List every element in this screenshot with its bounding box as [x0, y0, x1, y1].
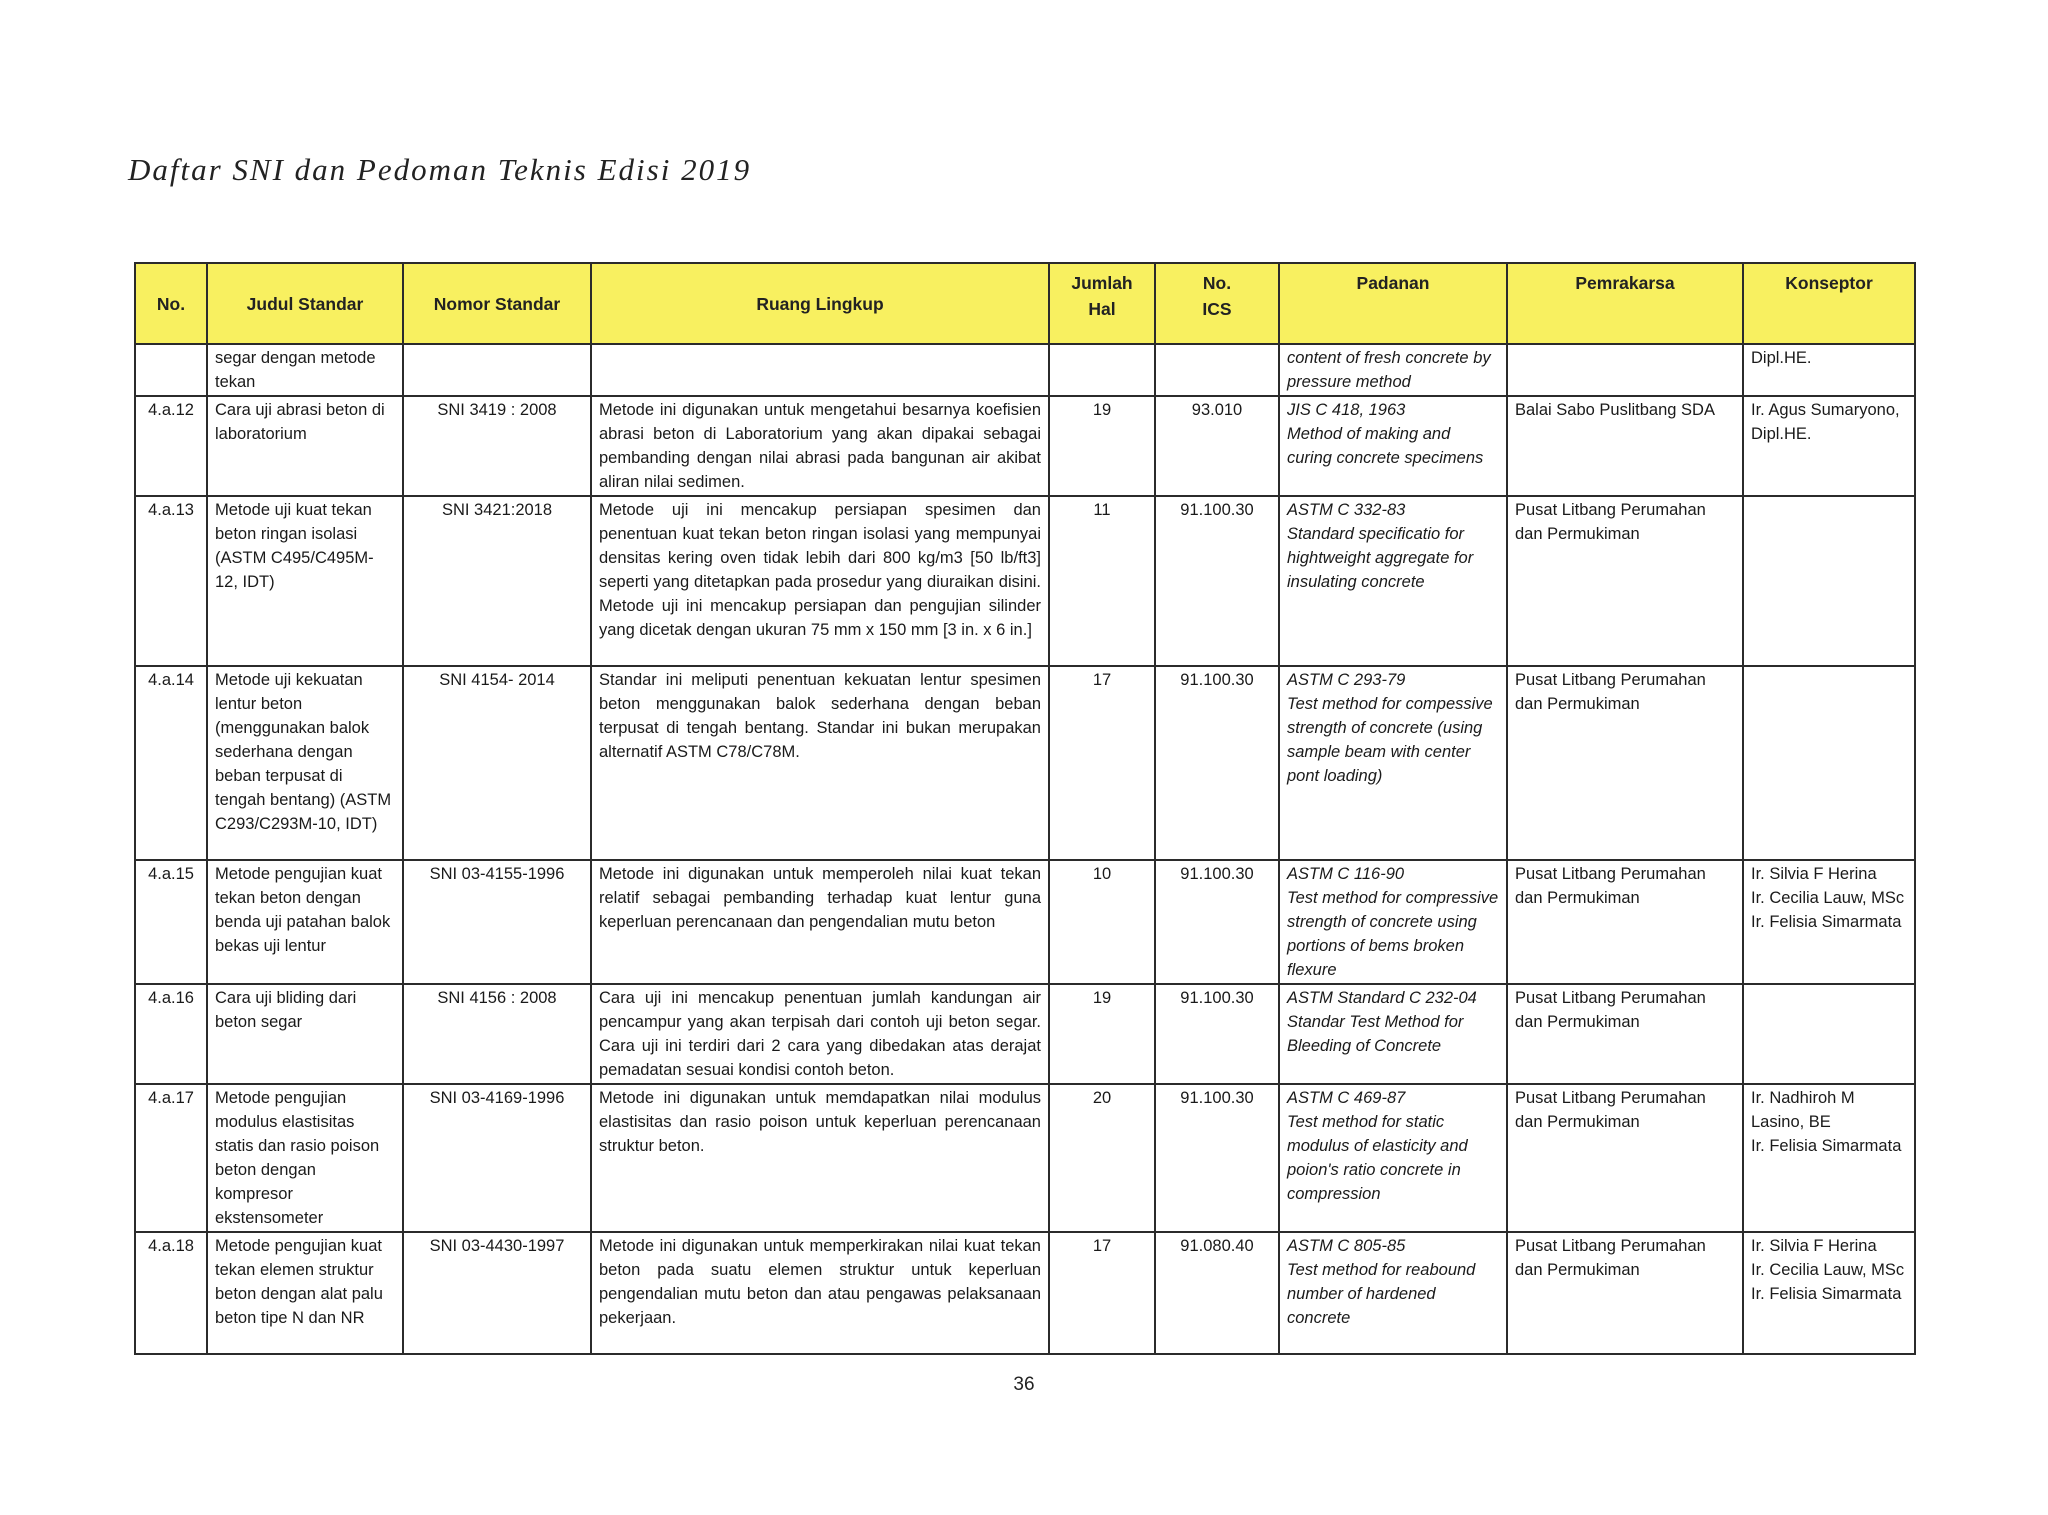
cell-number: SNI 3419 : 2008: [403, 396, 591, 496]
cell-conceptor: [1743, 496, 1915, 666]
cell-number: SNI 03-4169-1996: [403, 1084, 591, 1232]
cell-no: 4.a.16: [135, 984, 207, 1084]
header-title: Judul Standar: [207, 263, 403, 344]
cell-pages: 11: [1049, 496, 1155, 666]
header-equivalent: Padanan: [1279, 263, 1507, 344]
cell-conceptor: [1743, 984, 1915, 1084]
cell-ics: 91.100.30: [1155, 666, 1279, 860]
cell-pages: 10: [1049, 860, 1155, 984]
cell-pages: 17: [1049, 1232, 1155, 1354]
cell-number: SNI 4156 : 2008: [403, 984, 591, 1084]
cell-equivalent: JIS C 418, 1963 Method of making and curing concrete specimens: [1279, 396, 1507, 496]
cell-initiator: Pusat Litbang Perumahan dan Permukiman: [1507, 1084, 1743, 1232]
cell-scope: Metode ini digunakan untuk memperoleh nilai kuat tekan relatif sebagai pembanding terhadap kuat lentur guna keperluan perencanaan dan pengendalian mutu beton: [591, 860, 1049, 984]
standards-table: [134, 262, 1916, 1355]
cell-conceptor: Ir. Silvia F Herina Ir. Cecilia Lauw, MSc Ir. Felisia Simarmata: [1743, 1232, 1915, 1354]
cell-no: 4.a.13: [135, 496, 207, 666]
cell-scope: Standar ini meliputi penentuan kekuatan lentur spesimen beton menggunakan balok sederhana dengan beban terpusat di tengah bentang. Standar ini bukan merupakan alternatif ASTM C78/C78M.: [591, 666, 1049, 860]
cell-title: segar dengan metode tekan: [207, 344, 403, 396]
cell-conceptor: Ir. Silvia F Herina Ir. Cecilia Lauw, MSc Ir. Felisia Simarmata: [1743, 860, 1915, 984]
header-ics: No. ICS: [1155, 263, 1279, 344]
header-number: Nomor Standar: [403, 263, 591, 344]
cell-equivalent: ASTM Standard C 232-04 Standar Test Method for Bleeding of Concrete: [1279, 984, 1507, 1084]
cell-title: Metode pengujian kuat tekan elemen struktur beton dengan alat palu beton tipe N dan NR: [207, 1232, 403, 1354]
table-header: [135, 263, 1915, 344]
header-pages: Jumlah Hal: [1049, 263, 1155, 344]
cell-scope: Metode uji ini mencakup persiapan spesimen dan penentuan kuat tekan beton ringan isolasi yang mempunyai densitas kering oven tidak lebih dari 800 kg/m3 [50 lb/ft3] seperti yang ditetapkan pada prosedur yang diuraikan disini. Metode uji ini mencakup persiapan dan pengujian silinder yang dicetak dengan ukuran 75 mm x 150 mm [3 in. x 6 in.]: [591, 496, 1049, 666]
cell-initiator: Pusat Litbang Perumahan dan Permukiman: [1507, 860, 1743, 984]
cell-no: 4.a.17: [135, 1084, 207, 1232]
cell-title: Metode uji kuat tekan beton ringan isolasi (ASTM C495/C495M-12, IDT): [207, 496, 403, 666]
cell-title: Metode pengujian modulus elastisitas statis dan rasio poison beton dengan kompresor ekstensometer: [207, 1084, 403, 1232]
cell-number: [403, 344, 591, 396]
cell-ics: 93.010: [1155, 396, 1279, 496]
cell-scope: Cara uji ini mencakup penentuan jumlah kandungan air pencampur yang akan terpisah dari contoh uji beton segar. Cara uji ini terdiri dari 2 cara yang dibedakan atas derajat pemadatan sesuai kondisi contoh beton.: [591, 984, 1049, 1084]
cell-pages: 19: [1049, 396, 1155, 496]
cell-number: SNI 03-4430-1997: [403, 1232, 591, 1354]
cell-ics: [1155, 344, 1279, 396]
cell-equivalent: content of fresh concrete by pressure method: [1279, 344, 1507, 396]
cell-pages: 19: [1049, 984, 1155, 1084]
cell-no: 4.a.18: [135, 1232, 207, 1354]
cell-number: SNI 03-4155-1996: [403, 860, 591, 984]
cell-pages: 17: [1049, 666, 1155, 860]
cell-title: Cara uji abrasi beton di laboratorium: [207, 396, 403, 496]
cell-pages: 20: [1049, 1084, 1155, 1232]
cell-no: 4.a.15: [135, 860, 207, 984]
cell-scope: [591, 344, 1049, 396]
header-no: No.: [135, 263, 207, 344]
table-row: [135, 1232, 1915, 1354]
cell-initiator: [1507, 344, 1743, 396]
cell-title: Metode uji kekuatan lentur beton (menggunakan balok sederhana dengan beban terpusat di tengah bentang) (ASTM C293/C293M-10, IDT): [207, 666, 403, 860]
cell-no: [135, 344, 207, 396]
cell-initiator: Pusat Litbang Perumahan dan Permukiman: [1507, 496, 1743, 666]
cell-no: 4.a.14: [135, 666, 207, 860]
table-body: [135, 344, 1915, 1354]
table-row: [135, 1084, 1915, 1232]
cell-ics: 91.080.40: [1155, 1232, 1279, 1354]
cell-equivalent: ASTM C 332-83 Standard specificatio for hightweight aggregate for insulating concrete: [1279, 496, 1507, 666]
header-scope: Ruang Lingkup: [591, 263, 1049, 344]
header-initiator: Pemrakarsa: [1507, 263, 1743, 344]
header-conceptor: Konseptor: [1743, 263, 1915, 344]
cell-ics: 91.100.30: [1155, 1084, 1279, 1232]
cell-initiator: Balai Sabo Puslitbang SDA: [1507, 396, 1743, 496]
cell-scope: Metode ini digunakan untuk mengetahui besarnya koefisien abrasi beton di Laboratorium yang akan dipakai sebagai pembanding dengan nilai abrasi pada bangunan air akibat aliran nilai sedimen.: [591, 396, 1049, 496]
cell-number: SNI 4154- 2014: [403, 666, 591, 860]
cell-equivalent: ASTM C 116-90 Test method for compressive strength of concrete using portions of bems broken flexure: [1279, 860, 1507, 984]
table-row: [135, 496, 1915, 666]
table-row: [135, 396, 1915, 496]
cell-ics: 91.100.30: [1155, 496, 1279, 666]
cell-equivalent: ASTM C 469-87 Test method for static modulus of elasticity and poion's ratio concrete in compression: [1279, 1084, 1507, 1232]
cell-initiator: Pusat Litbang Perumahan dan Permukiman: [1507, 984, 1743, 1084]
cell-scope: Metode ini digunakan untuk memdapatkan nilai modulus elastisitas dan rasio poison untuk keperluan perencanaan struktur beton.: [591, 1084, 1049, 1232]
cell-initiator: Pusat Litbang Perumahan dan Permukiman: [1507, 1232, 1743, 1354]
cell-number: SNI 3421:2018: [403, 496, 591, 666]
cell-pages: [1049, 344, 1155, 396]
cell-conceptor: Ir. Agus Sumaryono, Dipl.HE.: [1743, 396, 1915, 496]
cell-title: Metode pengujian kuat tekan beton dengan benda uji patahan balok bekas uji lentur: [207, 860, 403, 984]
table-row: [135, 344, 1915, 396]
cell-title: Cara uji bliding dari beton segar: [207, 984, 403, 1084]
table-row: [135, 984, 1915, 1084]
cell-ics: 91.100.30: [1155, 860, 1279, 984]
cell-conceptor: Ir. Nadhiroh M Lasino, BE Ir. Felisia Simarmata: [1743, 1084, 1915, 1232]
table-row: [135, 860, 1915, 984]
page-number: 36: [1013, 1374, 1035, 1395]
cell-scope: Metode ini digunakan untuk memperkirakan nilai kuat tekan beton pada suatu elemen struktur untuk keperluan pengendalian mutu beton dan atau pengawas pelaksanaan pekerjaan.: [591, 1232, 1049, 1354]
cell-equivalent: ASTM C 805-85 Test method for reabound number of hardened concrete: [1279, 1232, 1507, 1354]
cell-no: 4.a.12: [135, 396, 207, 496]
document-title: Daftar SNI dan Pedoman Teknis Edisi 2019: [128, 152, 752, 187]
table-row: [135, 666, 1915, 860]
cell-conceptor: Dipl.HE.: [1743, 344, 1915, 396]
cell-ics: 91.100.30: [1155, 984, 1279, 1084]
cell-initiator: Pusat Litbang Perumahan dan Permukiman: [1507, 666, 1743, 860]
cell-conceptor: [1743, 666, 1915, 860]
cell-equivalent: ASTM C 293-79 Test method for compessive strength of concrete (using sample beam with center pont loading): [1279, 666, 1507, 860]
